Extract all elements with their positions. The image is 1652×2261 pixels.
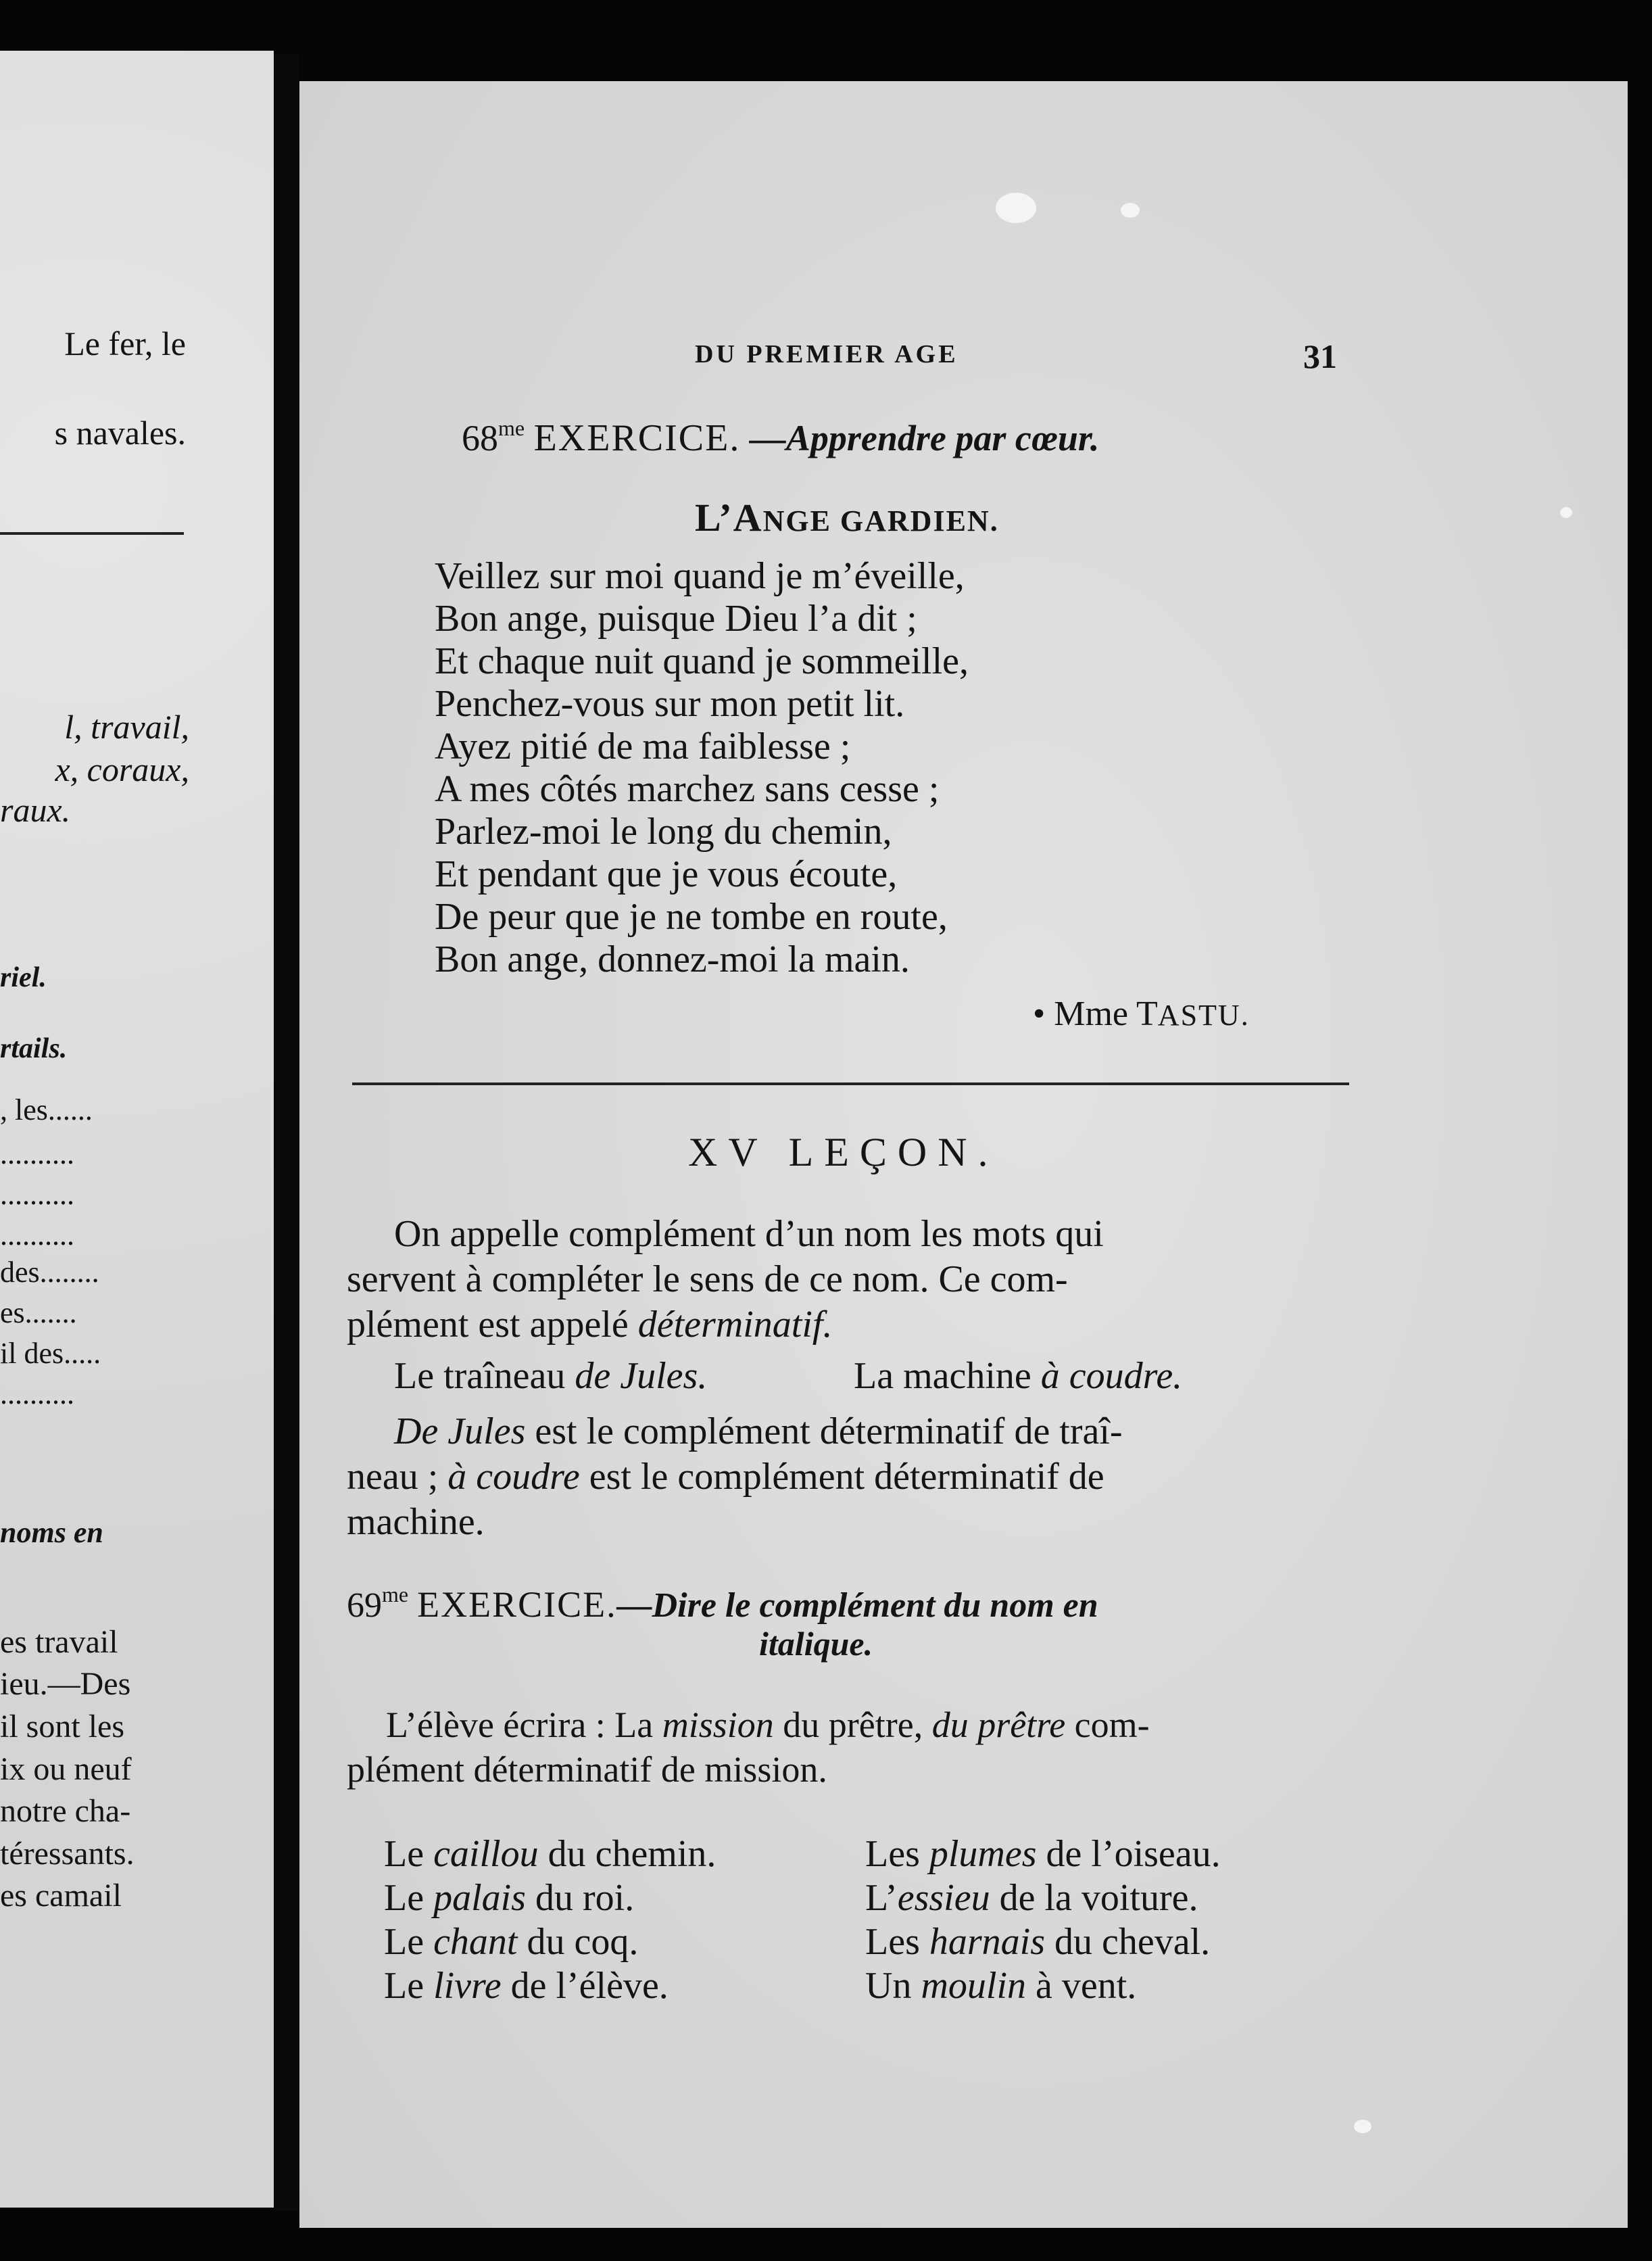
author-rest: ASTU. <box>1157 999 1250 1032</box>
left-line: des........ <box>0 1256 99 1289</box>
left-line: l, travail, <box>64 708 189 746</box>
lesson-text: servent à compléter le sens de ce nom. Ce com- <box>347 1258 1068 1300</box>
paper-speck <box>1121 203 1140 218</box>
example-italic: mission <box>662 1705 774 1745</box>
left-line: il sont les <box>0 1709 125 1744</box>
lesson-text-italic: De Jules <box>394 1410 526 1452</box>
exercise-suffix: me <box>498 416 525 440</box>
paper-speck <box>1560 507 1572 518</box>
exercise-number: 69 <box>347 1586 382 1625</box>
exercise-69-heading <box>347 1582 1098 1625</box>
paper-speck <box>996 193 1036 223</box>
example-italic: du prêtre <box>931 1705 1066 1745</box>
item-plain: du coq. <box>517 1921 639 1963</box>
page-gutter <box>274 54 299 2211</box>
running-head: DU PREMIER AGE <box>695 340 958 368</box>
item-italic: caillou <box>433 1833 539 1875</box>
left-line: x, coraux, <box>55 751 189 788</box>
left-line: .......... <box>0 1218 74 1252</box>
exercise-instruction: —Apprendre par cœur. <box>749 418 1100 458</box>
page-number: 31 <box>1303 337 1337 375</box>
item-plain: de la voiture. <box>990 1877 1198 1919</box>
poem-line: Bon ange, donnez-moi la main. <box>435 938 910 980</box>
left-line: ix ou neuf <box>0 1751 132 1787</box>
exercise-item <box>384 1964 669 2007</box>
left-line: .......... <box>0 1137 74 1170</box>
left-rule <box>0 532 184 535</box>
left-line: es....... <box>0 1296 77 1329</box>
item-plain: Les <box>865 1921 929 1963</box>
item-plain: de l’élève. <box>501 1965 669 2007</box>
left-line: Le fer, le <box>64 325 186 362</box>
item-plain: du roi. <box>525 1877 635 1919</box>
left-line: es travail <box>0 1624 118 1660</box>
example-italic: à coudre. <box>1040 1355 1183 1397</box>
lesson-text <box>347 1455 1104 1498</box>
poem-line: Ayez pitié de ma faiblesse ; <box>435 725 851 767</box>
exercise-item <box>865 1832 1221 1876</box>
item-italic: chant <box>433 1921 518 1963</box>
example-plain: com- <box>1065 1705 1150 1745</box>
poem-line: De peur que je ne tombe en route, <box>435 896 948 938</box>
left-line: es camail <box>0 1878 122 1913</box>
lesson-text: On appelle complément d’un nom les mots qui <box>394 1213 1104 1255</box>
exercise-item <box>384 1832 716 1876</box>
item-italic: palais <box>433 1877 526 1919</box>
example-plain: La machine <box>854 1355 1041 1397</box>
left-line: notre cha- <box>0 1793 131 1829</box>
example-sentence: plément déterminatif de mission. <box>347 1749 827 1790</box>
left-line: s navales. <box>54 414 186 452</box>
lesson-example <box>394 1354 707 1398</box>
poem-title-cap: L’A <box>695 496 763 540</box>
item-italic: harnais <box>929 1921 1046 1963</box>
poem-line: Parlez-moi le long du chemin, <box>435 811 892 853</box>
poem-author <box>1033 994 1250 1034</box>
section-rule <box>352 1082 1349 1085</box>
exercise-number: 68 <box>462 418 498 458</box>
left-line: , les...... <box>0 1093 93 1126</box>
lesson-text-plain: est le complément déterminatif de traî- <box>525 1410 1123 1452</box>
exercise-item <box>865 1964 1136 2007</box>
lesson-text-italic: à coudre <box>447 1456 580 1498</box>
item-plain: du cheval. <box>1045 1921 1211 1963</box>
item-plain: Les <box>865 1833 929 1875</box>
item-italic: essieu <box>897 1877 990 1919</box>
exercise-item <box>865 1920 1210 1964</box>
left-line: rtails. <box>0 1033 68 1064</box>
poem-line: Et chaque nuit quand je sommeille, <box>435 640 969 682</box>
poem-line: Penchez-vous sur mon petit lit. <box>435 683 905 725</box>
example-italic: de Jules. <box>575 1355 708 1397</box>
lesson-text <box>347 1303 832 1346</box>
left-line: ieu.—Des <box>0 1666 131 1702</box>
lesson-text <box>394 1410 1123 1453</box>
example-plain: L’élève écrira : La <box>386 1705 662 1745</box>
poem-line: A mes côtés marchez sans cesse ; <box>435 768 940 810</box>
poem-line: Veillez sur moi quand je m’éveille, <box>435 555 965 597</box>
lesson-text-plain: neau ; <box>347 1456 448 1498</box>
exercise-item <box>384 1920 638 1964</box>
lesson-example <box>854 1354 1182 1398</box>
poem-title <box>695 495 999 540</box>
exercise-word: EXERCICE. <box>533 417 741 459</box>
left-page-fragment <box>0 51 274 2208</box>
book-page <box>299 81 1628 2228</box>
exercise-instruction: —Dire le complément du nom en <box>616 1586 1098 1625</box>
poem-title-rest: NGE GARDIEN. <box>762 504 999 538</box>
example-plain: du prêtre, <box>773 1705 932 1745</box>
left-line: .......... <box>0 1178 74 1211</box>
item-plain: du chemin. <box>538 1833 716 1875</box>
lesson-text-plain: plément est appelé <box>347 1304 638 1346</box>
poem-line: Bon ange, puisque Dieu l’a dit ; <box>435 598 917 640</box>
exercise-word: EXERCICE. <box>417 1584 617 1625</box>
item-plain: Le <box>384 1921 434 1963</box>
item-plain: à vent. <box>1026 1965 1137 2007</box>
left-line: noms en <box>0 1516 103 1549</box>
item-italic: plumes <box>929 1833 1037 1875</box>
exercise-item <box>384 1876 634 1920</box>
left-line: il des..... <box>0 1337 101 1370</box>
item-plain: Un <box>865 1965 921 2007</box>
item-plain: L’ <box>865 1877 898 1919</box>
exercise-instruction-cont: italique. <box>759 1625 873 1663</box>
left-line: riel. <box>0 962 47 993</box>
exercise-suffix: me <box>382 1582 409 1606</box>
item-plain: Le <box>384 1877 434 1919</box>
lesson-title: XV LEÇON. <box>688 1130 999 1174</box>
example-sentence <box>386 1704 1150 1746</box>
author-prefix: • Mme T <box>1033 995 1158 1033</box>
example-plain: Le traîneau <box>394 1355 575 1397</box>
exercise-item <box>865 1876 1198 1920</box>
left-line: .......... <box>0 1377 74 1410</box>
item-italic: livre <box>433 1965 502 2007</box>
item-plain: Le <box>384 1833 434 1875</box>
left-line: téressants. <box>0 1836 135 1872</box>
item-plain: de l’oiseau. <box>1036 1833 1221 1875</box>
paper-speck <box>1354 2120 1371 2133</box>
poem-line: Et pendant que je vous écoute, <box>435 853 898 895</box>
exercise-68-heading <box>462 416 1099 460</box>
lesson-text-plain: est le complément déterminatif de <box>579 1456 1104 1498</box>
lesson-text: machine. <box>347 1501 485 1543</box>
left-line: raux. <box>0 791 71 829</box>
lesson-text-italic: déterminatif. <box>637 1304 833 1346</box>
item-plain: Le <box>384 1965 434 2007</box>
item-italic: moulin <box>921 1965 1027 2007</box>
